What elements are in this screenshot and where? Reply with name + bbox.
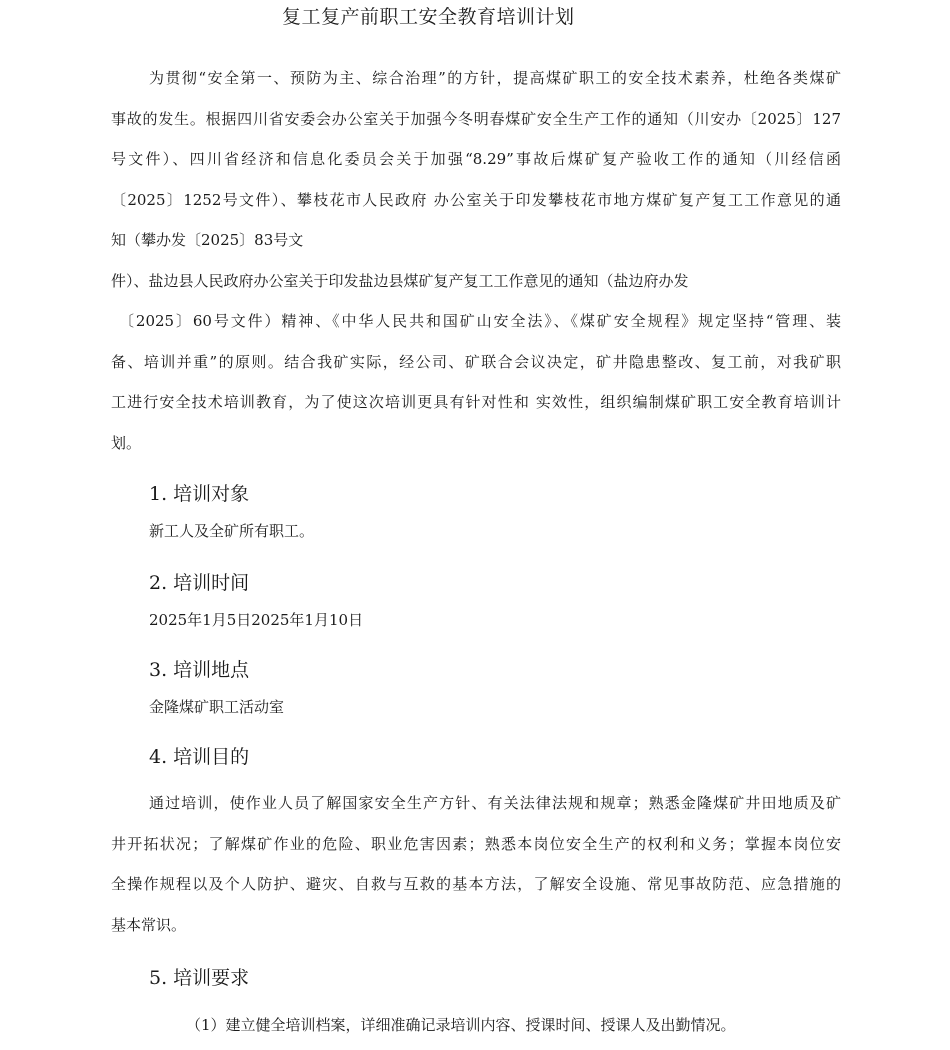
section-heading-time: 2. 培训时间 bbox=[149, 572, 250, 594]
intro-line: 〔2025〕60号文件）精神、《中华人民共和国矿山安全法》、《煤矿安全规程》规定坚持“管理、装 bbox=[119, 312, 841, 330]
intro-line: 为贯彻“安全第一、预防为主、综合治理”的方针，提高煤矿职工的安全技术素养，杜绝各类煤矿 bbox=[149, 69, 841, 87]
intro-paragraph bbox=[111, 58, 841, 463]
document-title: 复工复产前职工安全教育培训计划 bbox=[282, 6, 575, 28]
purpose-line: 井开拓状况；了解煤矿作业的危险、职业危害因素；熟悉本岗位安全生产的权利和义务；掌握本岗位安 bbox=[111, 834, 841, 853]
requirement-item: （1）建立健全培训档案，详细准确记录培训内容、授课时间、授课人及出勤情况。 bbox=[186, 1016, 736, 1034]
section-body-target: 新工人及全矿所有职工。 bbox=[149, 522, 315, 540]
section-heading-requirements: 5. 培训要求 bbox=[149, 967, 250, 989]
purpose-line: 通过培训，使作业人员了解国家安全生产方针、有关法律法规和规章；熟悉金隆煤矿井田地质及矿 bbox=[149, 794, 841, 812]
intro-line: 〔2025〕1252号文件）、攀枝花市人民政府 办公室关于印发攀枝花市地方煤矿复产复工工作意见的通 bbox=[111, 190, 841, 209]
section-body-time: 2025年1月5日2025年1月10日 bbox=[149, 611, 364, 629]
section-body-location: 金隆煤矿职工活动室 bbox=[149, 698, 285, 716]
intro-line: 知（攀办发〔2025〕83号文 bbox=[111, 231, 304, 249]
purpose-line: 基本常识。 bbox=[111, 915, 187, 934]
intro-line: 工进行安全技术培训教育，为了使这次培训更具有针对性和 实效性，组织编制煤矿职工安全教育培训计 bbox=[111, 393, 841, 411]
intro-line: 备、培训并重”的原则。结合我矿实际，经公司、矿联合会议决定，矿井隐患整改、复工前，对我矿职 bbox=[111, 352, 841, 371]
intro-line: 号文件）、四川省经济和信息化委员会关于加强“8.29”事故后煤矿复产验收工作的通知（川经信函 bbox=[111, 150, 841, 168]
purpose-paragraph bbox=[111, 783, 841, 945]
intro-line: 划。 bbox=[111, 433, 142, 452]
section-heading-location: 3. 培训地点 bbox=[149, 659, 250, 681]
intro-line: 件）、盐边县人民政府办公室关于印发盐边县煤矿复产复工工作意见的通知（盐边府办发 bbox=[111, 271, 689, 290]
section-heading-purpose: 4. 培训目的 bbox=[149, 746, 250, 768]
intro-line: 事故的发生。根据四川省安委会办公室关于加强今冬明春煤矿安全生产工作的通知（川安办〔2025〕127 bbox=[111, 109, 841, 128]
section-heading-target: 1. 培训对象 bbox=[149, 483, 250, 505]
purpose-line: 全操作规程以及个人防护、避灾、自救与互救的基本方法，了解安全设施、常见事故防范、应急措施的 bbox=[111, 875, 841, 893]
